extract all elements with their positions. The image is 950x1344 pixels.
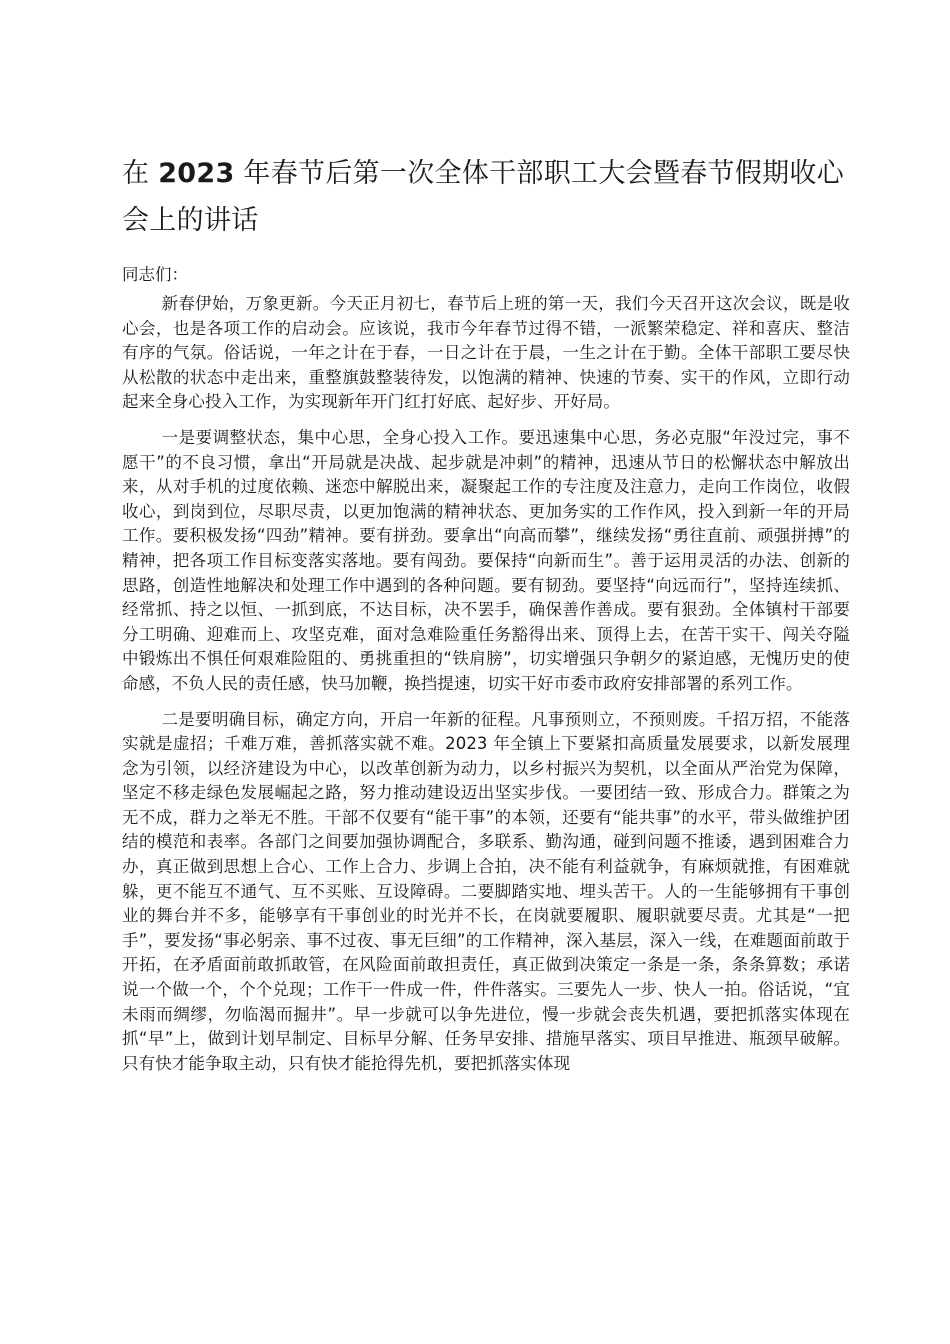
title-year: 2023 [158, 158, 235, 189]
paragraph-3: 二是要明确目标，确定方向，开启一年新的征程。凡事预则立，不预则废。千招万招，不能落实就是虚招；千难万难，善抓落实就不难。2023 年全镇上下要紧扣高质量发展要求，以新发展理念为引领，以经济建设为中心，以改革创新为动力，以乡村振兴为契机，以全面从严治党为保障，坚定不移走绿色发展崛起之路，努力推动建设迈出坚实步伐。一要团结一致、形成合力。群策之为无不成，群力之举无不胜。干部不仅要有“能干事”的本领，还要有“能共事”的水平，带头做维护团结的模范和表率。各部门之间要加强协调配合，多联系、勤沟通，碰到问题不推诿，遇到困难合力办，真正做到思想上合心、工作上合力、步调上合拍，决不能有利益就争，有麻烦就推，有困难就躲，更不能互不通气、互不买账、互设障碍。二要脚踏实地、埋头苦干。人的一生能够拥有干事创业的舞台并不多，能够享有干事创业的时光并不长，在岗就要履职、履职就要尽责。尤其是“一把手”，要发扬“事必躬亲、事不过夜、事无巨细”的工作精神，深入基层，深入一线，在难题面前敢于开拓，在矛盾面前敢抓敢管，在风险面前敢担责任，真正做到决策定一条是一条，条条算数；承诺说一个做一个，个个兑现；工作干一件成一件，件件落实。三要先人一步、快人一拍。俗话说，“宜未雨而绸缪，勿临渴而掘井”。早一步就可以争先进位，慢一步就会丧失机遇，要把抓落实体现在抓“早”上，做到计划早制定、目标早分解、任务早安排、措施早落实、项目早推进、瓶颈早破解。只有快才能争取主动，只有快才能抢得先机，要把抓落实体现 [122, 709, 850, 1073]
paragraph-2: 一是要调整状态，集中心思，全身心投入工作。要迅速集中心思，务必克服“年没过完，事不愿干”的不良习惯，拿出“开局就是决战、起步就是冲刺”的精神，迅速从节日的松懈状态中解放出来，从对手机的过度依赖、迷恋中解脱出来，凝聚起工作的专注度及注意力，走向工作岗位，收假收心，到岗到位，尽职尽责，以更加饱满的精神状态、更加务实的工作作风，投入到新一年的开局工作。要积极发扬“四劲”精神。要有拼劲。要拿出“向高而攀”，继续发扬“勇往直前、顽强拼搏”的精神，把各项工作目标变落实落地。要有闯劲。要保持“向新而生”。善于运用灵活的办法、创新的思路，创造性地解决和处理工作中遇到的各种问题。要有韧劲。要坚持“向远而行”，坚持连续抓、经常抓、持之以恒、一抓到底，不达目标，决不罢手，确保善作善成。要有狠劲。全体镇村干部要分工明确、迎难而上、攻坚克难，面对急难险重任务豁得出来、顶得上去，在苦干实干、闯关夺隘中锻炼出不惧任何艰难险阻的、勇挑重担的“铁肩膀”，切实增强只争朝夕的紧迫感，无愧历史的使命感，不负人民的责任感，快马加鞭，换挡提速，切实干好市委市政府安排部署的系列工作。 [122, 427, 850, 693]
title-suffix: 年春节后第一次全体干部职工大会暨春节假期收心会上的讲话 [122, 158, 845, 236]
paragraph-1: 新春伊始，万象更新。今天正月初七，春节后上班的第一天，我们今天召开这次会议，既是收心会，也是各项工作的启动会。应该说，我市今年春节过得不错，一派繁荣稳定、祥和喜庆、整洁有序的气氛。俗话说，一年之计在于春，一日之计在于晨，一生之计在于勤。全体干部职工要尽快从松散的状态中走出来，重整旗鼓整装待发，以饱满的精神、快速的节奏、实干的作风，立即行动起来全身心投入工作，为实现新年开门红打好底、起好步、开好局。 [122, 294, 850, 412]
document-page [122, 150, 850, 1087]
salutation: 同志们： [122, 265, 188, 284]
document-title [122, 150, 850, 244]
title-prefix: 在 [122, 158, 159, 189]
